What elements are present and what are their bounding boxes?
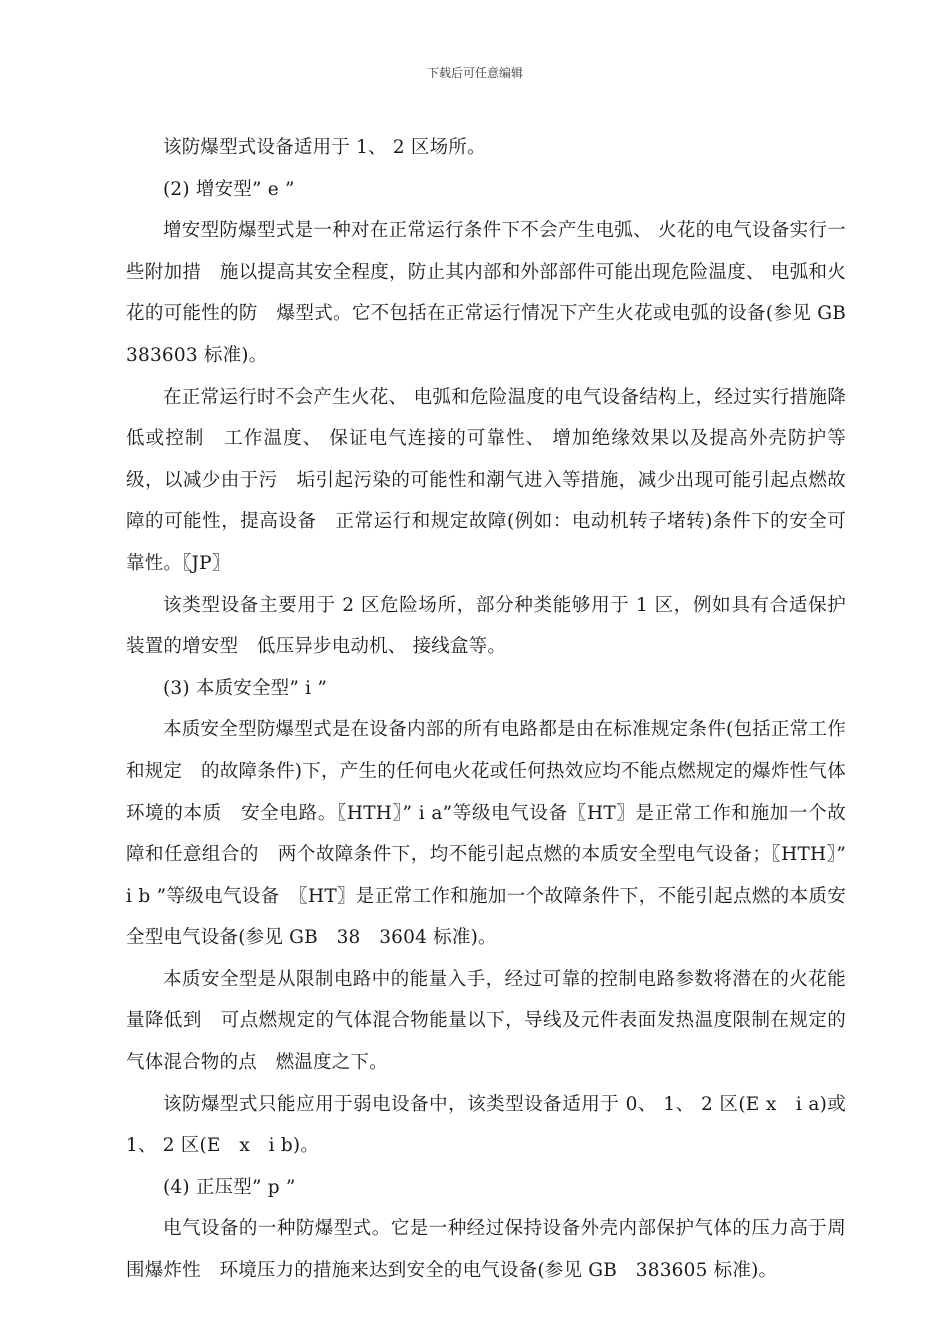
paragraph: 该防爆型式只能应用于弱电设备中，该类型设备适用于 0、 1、 2 区(E x i a)或 1、 2 区(E x i b)。 xyxy=(126,1093,846,1157)
paragraph: 本质安全型是从限制电路中的能量入手，经过可靠的控制电路参数将潜在的火花能量降低到 可点燃规定的气体混合物能量以下，导线及元件表面发热温度限制在规定的气体混合物的点 燃温度之下。 xyxy=(126,968,846,1074)
paragraph: 该类型设备主要用于 2 区危险场所，部分种类能够用于 1 区，例如具有合适保护装置的增安型 低压异步电动机、 接线盒等。 xyxy=(126,594,846,658)
page-header: 下载后可任意编辑 xyxy=(426,66,523,80)
paragraph: 电气设备的一种防爆型式。它是一种经过保持设备外壳内部保护气体的压力高于周围爆炸性 环境压力的措施来达到安全的电气设备(参见 GB 383605 标准)。 xyxy=(126,1218,846,1282)
paragraph: 该防爆型式设备适用于 1、 2 区场所。 xyxy=(163,137,486,158)
paragraph: 本质安全型防爆型式是在设备内部的所有电路都是由在标准规定条件(包括正常工作和规定 的故障条件)下，产生的任何电火花或任何热效应均不能点燃规定的爆炸性气体环境的本质 安全电路。〖HTH〗” i a”等级电气设备〖HT〗是正常工作和施加一个故障和任意组合的 两个故障条件下，均不能引起点燃的本质安全型电气设备；〖HTH〗” i b ”等级电气设备 〖HT〗是正常工作和施加一个故障条件下，不能引起点燃的本质安全型电气设备(参见 GB 38 3604 标准)。 xyxy=(126,719,846,949)
section-heading: (2) 增安型” e ” xyxy=(163,178,295,200)
section-heading: (3) 本质安全型” i ” xyxy=(163,677,327,699)
section-heading: (4) 正压型” p ” xyxy=(163,1176,296,1198)
paragraph: 增安型防爆型式是一种对在正常运行条件下不会产生电弧、 火花的电气设备实行一些附加措 施以提高其安全程度，防止其内部和外部部件可能出现危险温度、 电弧和火花的可能性的防 爆型式。它不包括在正常运行情况下产生火花或电弧的设备(参见 GB 383603 标准)。 xyxy=(126,220,865,366)
paragraph: 在正常运行时不会产生火花、 电弧和危险温度的电气设备结构上，经过实行措施降低或控制 工作温度、 保证电气连接的可靠性、 增加绝缘效果以及提高外壳防护等级，以减少由于污 垢引起污染的可能性和潮气进入等措施，减少出现可能引起点燃故障的可能性，提高设备 正常运行和规定故障(例如：电动机转子堵转)条件下的安全可靠性。〖JP〗 xyxy=(126,386,846,574)
document-body xyxy=(126,127,865,1292)
